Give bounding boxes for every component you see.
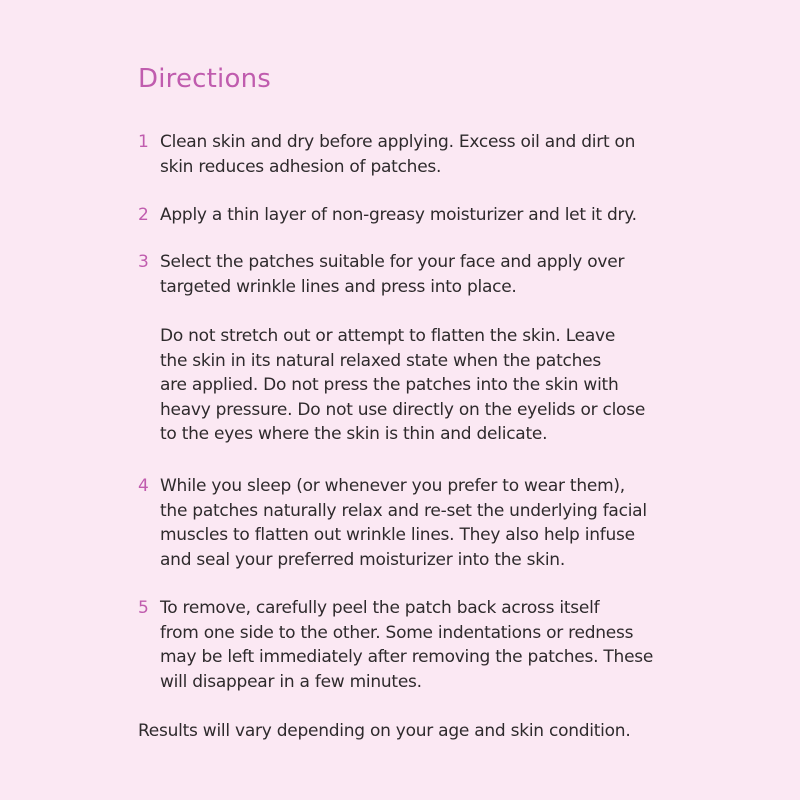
step-5 — [138, 596, 678, 694]
step-text: While you sleep (or whenever you prefer to wear them), the patches naturally relax and re-set the underlying facial muscles to flatten out wrinkle lines. They also help infuse and seal your preferred moisturizer into the skin. — [160, 476, 647, 570]
page-title: Directions — [138, 64, 272, 94]
step-number: 5 — [138, 598, 149, 618]
step-text: Select the patches suitable for your face and apply over targeted wrinkle lines and press into place. — [160, 252, 625, 297]
step-4 — [138, 474, 678, 572]
step-number: 1 — [138, 132, 149, 152]
step-text: To remove, carefully peel the patch back across itself from one side to the other. Some indentations or redness may be left immediately after removing the patches. These will disappear in a few minutes. — [160, 598, 654, 692]
step-1 — [138, 130, 678, 179]
step-note: Do not stretch out or attempt to flatten the skin. Leave the skin in its natural relaxed state when the patches are applied. Do not press the patches into the skin with heavy pressure. Do not use directly on the eyelids or close to the eyes where the skin is thin and delicate. — [160, 326, 646, 444]
step-3 — [138, 250, 678, 447]
step-text: Apply a thin layer of non-greasy moisturizer and let it dry. — [160, 205, 637, 225]
results-disclaimer: Results will vary depending on your age and skin condition. — [138, 721, 631, 741]
step-number: 2 — [138, 205, 149, 225]
step-text: Clean skin and dry before applying. Excess oil and dirt on skin reduces adhesion of patches. — [160, 132, 636, 177]
step-number: 4 — [138, 476, 149, 496]
step-number: 3 — [138, 252, 149, 272]
step-2 — [138, 203, 678, 228]
